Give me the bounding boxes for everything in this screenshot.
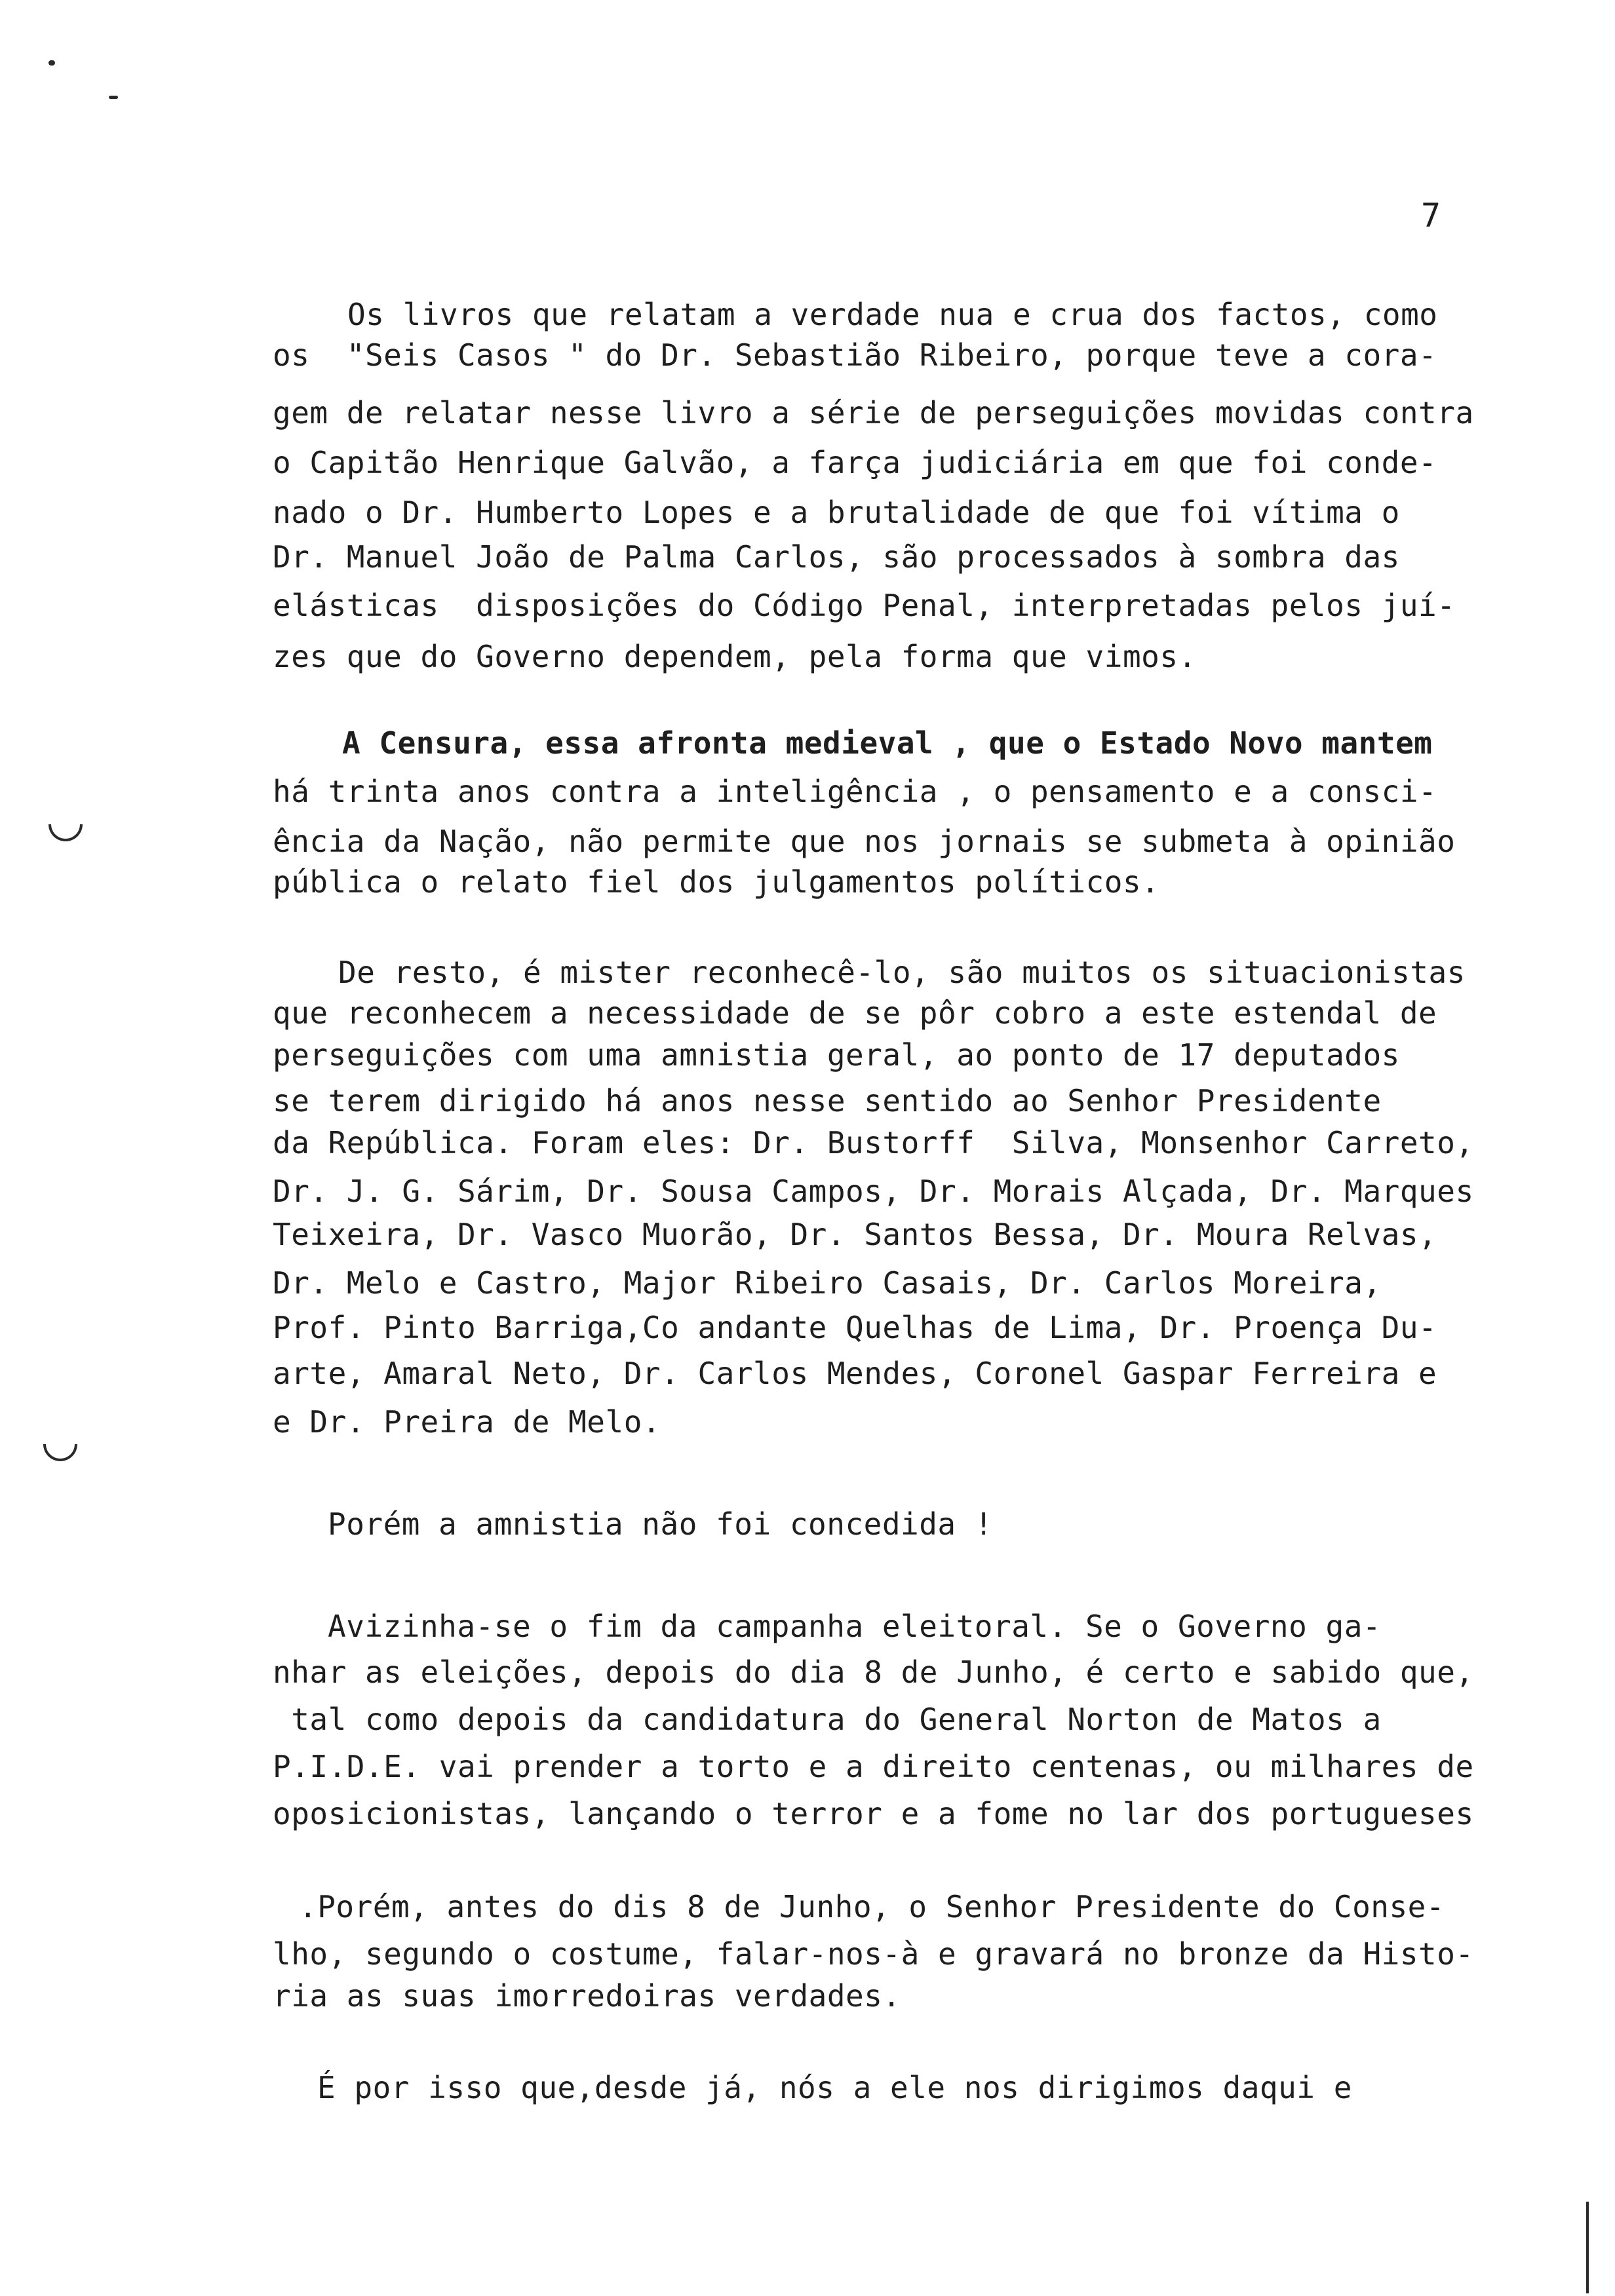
text-line: ria as suas imorredoiras verdades.	[273, 1978, 901, 2014]
text-line: nhar as eleições, depois do dia 8 de Junho, é certo e sabido que,	[273, 1655, 1474, 1690]
text-line: pública o relato fiel dos julgamentos políticos.	[273, 864, 1160, 900]
text-line: da República. Foram eles: Dr. Bustorff Silva, Monsenhor Carreto,	[273, 1125, 1474, 1160]
text-line: Dr. J. G. Sárim, Dr. Sousa Campos, Dr. Morais Alçada, Dr. Marques	[273, 1174, 1474, 1209]
text-line: Dr. Manuel João de Palma Carlos, são processados à sombra das	[273, 539, 1400, 575]
text-line: arte, Amaral Neto, Dr. Carlos Mendes, Coronel Gaspar Ferreira e	[273, 1356, 1437, 1391]
text-line: tal como depois da candidatura do General Norton de Matos a	[273, 1702, 1382, 1737]
text-line: Avizinha-se o fim da campanha eleitoral. Se o Governo ga-	[328, 1609, 1382, 1644]
text-line: P.I.D.E. vai prender a torto e a direito centenas, ou milhares de	[273, 1749, 1474, 1784]
text-line: Prof. Pinto Barriga,Co andante Quelhas de Lima, Dr. Proença Du-	[273, 1310, 1437, 1345]
text-line: ência da Nação, não permite que nos jornais se submeta à opinião	[273, 824, 1456, 859]
text-line: elásticas disposições do Código Penal, interpretadas pelos juí-	[273, 588, 1456, 623]
text-line: Teixeira, Dr. Vasco Muorão, Dr. Santos Bessa, Dr. Moura Relvas,	[273, 1217, 1437, 1252]
text-line: A Censura, essa afronta medieval , que o Estado Novo mantem	[342, 725, 1433, 761]
margin-speck	[49, 60, 55, 66]
text-line: lho, segundo o costume, falar-nos-à e gravará no bronze da Histo-	[273, 1936, 1474, 1972]
text-line: .Porém, antes do dis 8 de Junho, o Senhor Presidente do Conse-	[299, 1889, 1445, 1924]
text-line: gem de relatar nesse livro a série de perseguições movidas contra	[273, 395, 1474, 430]
text-line: oposicionistas, lançando o terror e a fome no lar dos portugueses	[273, 1796, 1474, 1831]
text-line: zes que do Governo dependem, pela forma que vimos.	[273, 639, 1197, 674]
punch-hole-mark	[43, 1444, 77, 1461]
text-line: que reconhecem a necessidade de se pôr cobro a este estendal de	[273, 995, 1437, 1031]
margin-speck	[109, 96, 118, 99]
text-line: se terem dirigido há anos nesse sentido ao Senhor Presidente	[273, 1083, 1382, 1119]
text-line: perseguições com uma amnistia geral, ao ponto de 17 deputados	[273, 1037, 1400, 1073]
punch-hole-mark	[49, 824, 83, 841]
text-line: há trinta anos contra a inteligência , o pensamento e a consci-	[273, 774, 1437, 809]
text-line: É por isso que,desde já, nós a ele nos dirigimos daqui e	[317, 2070, 1352, 2105]
text-line: Dr. Melo e Castro, Major Ribeiro Casais, Dr. Carlos Moreira,	[273, 1265, 1382, 1301]
text-line: Os livros que relatam a verdade nua e crua dos factos, como	[347, 297, 1438, 332]
text-line: nado o Dr. Humberto Lopes e a brutalidade de que foi vítima o	[273, 495, 1400, 530]
text-line: e Dr. Preira de Melo.	[273, 1404, 661, 1440]
edge-mark	[1586, 2202, 1589, 2293]
text-line: De resto, é mister reconhecê-lo, são muitos os situacionistas	[338, 955, 1466, 990]
text-line: o Capitão Henrique Galvão, a farça judiciária em que foi conde-	[273, 445, 1437, 480]
page-number: 7	[1421, 197, 1441, 235]
text-line: Porém a amnistia não foi concedida !	[328, 1506, 993, 1542]
text-line: os "Seis Casos " do Dr. Sebastião Ribeiro, porque teve a cora-	[273, 337, 1437, 373]
